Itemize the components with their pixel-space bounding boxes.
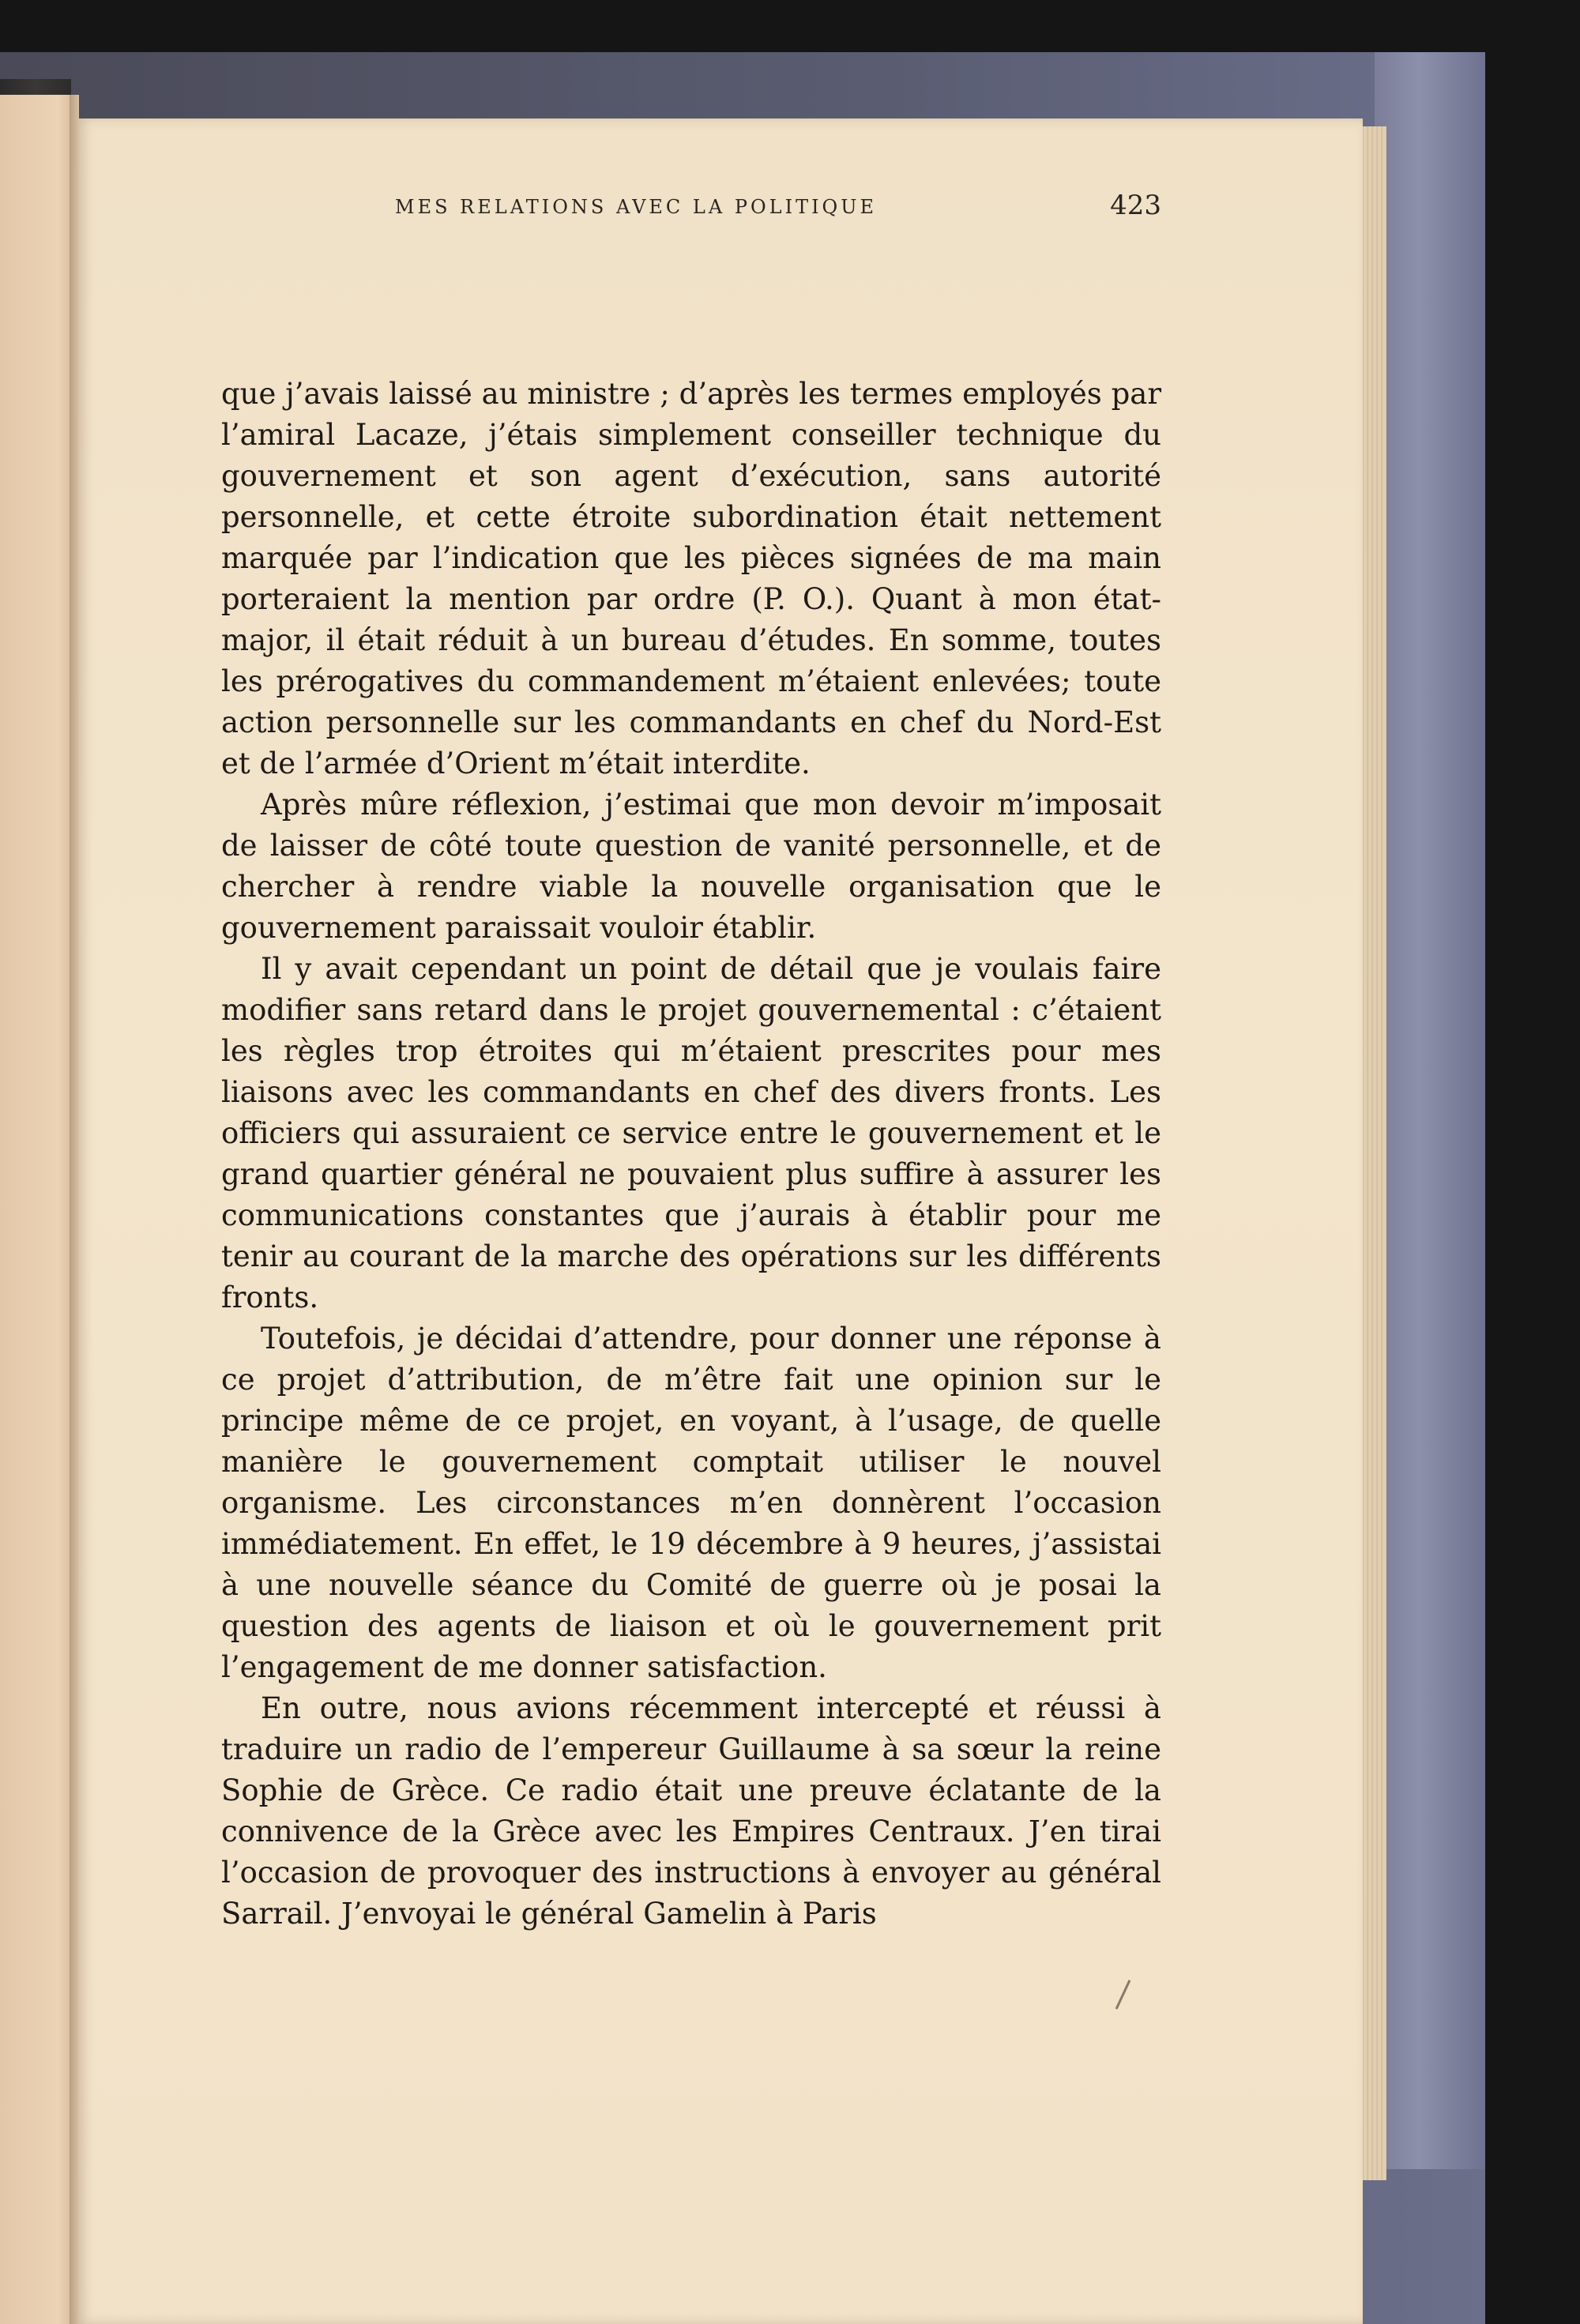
page-number: 423 <box>1110 190 1161 221</box>
paragraph: Il y avait cependant un point de détail que je voulais faire modifier sans retard dans le projet gouvernemental : c’étaient les règles trop étroites qui m’étaient prescrites pour mes liaisons avec les commandants en chef des divers fronts. Les officiers qui assuraient ce service entre le gouvernement et le grand quartier général ne pouvaient plus suffire à assurer les communications constantes que j’aurais à établir pour me tenir au courant de la marche des opérations sur les différents fronts. <box>221 952 1161 1314</box>
body-text <box>221 374 1161 1935</box>
book-cover-edge <box>1375 52 1485 2169</box>
paragraph: Après mûre réflexion, j’estimai que mon devoir m’imposait de laisser de côté toute question de vanité personnelle, et de chercher à rendre viable la nouvelle organisation que le gouvernement paraissait vouloir établir. <box>221 788 1161 945</box>
paragraph: Toutefois, je décidai d’attendre, pour donner une réponse à ce projet d’attribution, de m’être fait une opinion sur le principe même de ce projet, en voyant, à l’usage, de quelle manière le gouvernement comptait utiliser le nouvel organisme. Les circonstances m’en donnèrent l’occasion immédiatement. En effet, le 19 décembre à 9 heures, j’assistai à une nouvelle séance du Comité de guerre où je posai la question des agents de liaison et où le gouvernement prit l’engagement de me donner satisfaction. <box>221 1322 1161 1684</box>
left-page-edge <box>0 95 73 2324</box>
running-head <box>316 190 1161 221</box>
paragraph: que j’avais laissé au ministre ; d’après les termes employés par l’amiral Lacaze, j’étais simplement conseiller technique du gouvernement et son agent d’exécution, sans autorité personnelle, et cette étroite subordination était nettement marquée par l’indication que les pièces signées de ma main porteraient la mention par ordre (P. O.). Quant à mon état-major, il était réduit à un bureau d’études. En somme, toutes les prérogatives du commandement m’étaient enlevées; toute action personnelle sur les commandants en chef du Nord-Est et de l’armée d’Orient m’était interdite. <box>221 377 1161 780</box>
running-title: MES RELATIONS AVEC LA POLITIQUE <box>395 196 877 218</box>
page-gutter <box>70 95 79 2324</box>
paragraph: En outre, nous avions récemment intercepté et réussi à traduire un radio de l’empereur Guillaume à sa sœur la reine Sophie de Grèce. Ce radio était une preuve éclatante de la connivence de la Grèce avec les Empires Centraux. J’en tirai l’occasion de provoquer des instructions à envoyer au général Sarrail. J’envoyai le général Gamelin à Paris <box>221 1691 1161 1931</box>
